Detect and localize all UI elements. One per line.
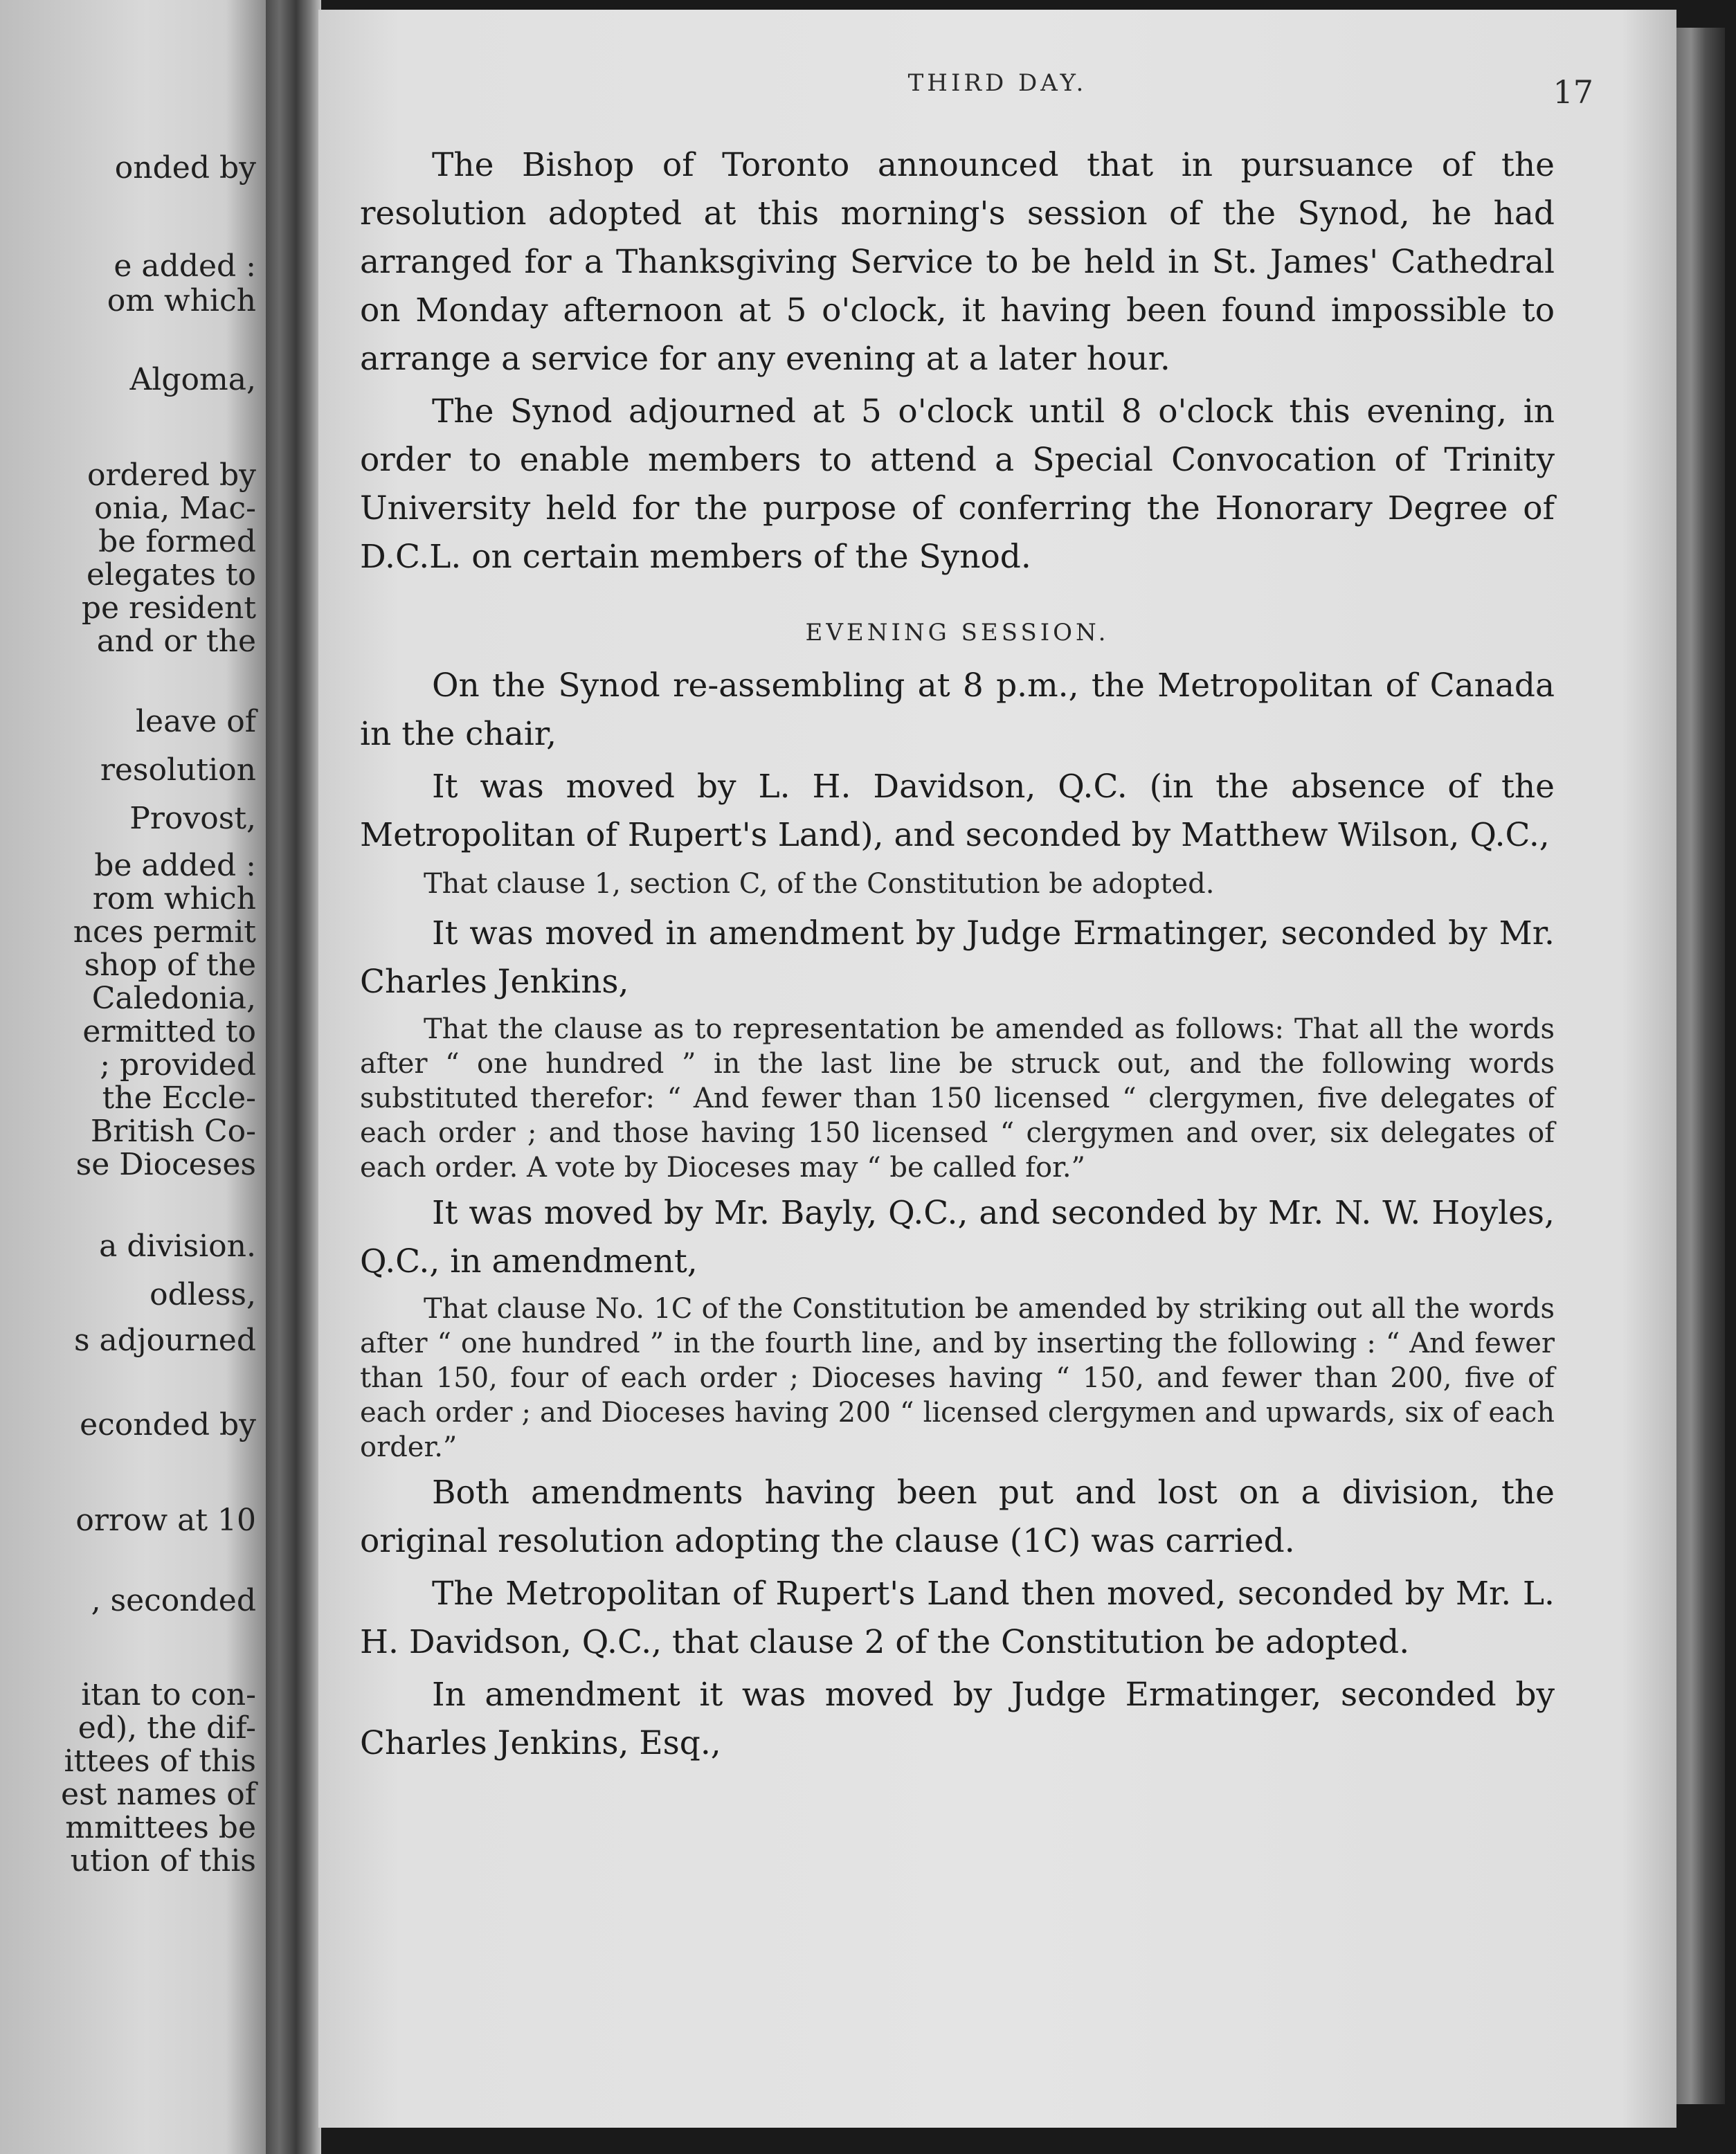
left-page-line: onded by [114, 150, 256, 185]
left-page-line: , seconded [91, 1583, 256, 1618]
left-page-line: resolution [100, 752, 256, 788]
left-page-line: ution of this [70, 1843, 256, 1879]
left-page-line: ordered by [87, 458, 256, 493]
left-page-line: Caledonia, [91, 981, 256, 1016]
running-head: THIRD DAY. [907, 69, 1087, 97]
left-page-line: ; provided [100, 1047, 256, 1083]
page-body [360, 141, 1555, 1768]
paragraph-amendment-ermatinger: It was moved in amendment by Judge Ermatinger, seconded by Mr. Charles Jenkins, [360, 914, 1555, 1001]
book-gutter [266, 0, 321, 2154]
left-page-line: Provost, [129, 801, 256, 836]
left-page-line: nces permit [73, 914, 256, 950]
document-page [318, 10, 1676, 2128]
left-page-line: be formed [98, 524, 256, 559]
left-page-line: British Co- [90, 1114, 256, 1149]
left-page-line: e added : [114, 248, 256, 284]
left-page-line: and or the [96, 624, 256, 659]
left-page-line: onia, Mac- [94, 491, 256, 526]
quote-clause-1c-amendment: That clause No. 1C of the Constitution be amended by striking out all the words after “ one hundred ” in the fourth line, and by inserting the following : “ And fewer than 150, four of each order ; Dioceses having “ 150, and fewer than 200, five of each order ; and Dioceses having 200 “ licensed clergymen and upwards, six of each order.” [360, 1293, 1555, 1463]
left-page-line: leave of [135, 704, 256, 739]
paragraph-motion-davidson: It was moved by L. H. Davidson, Q.C. (in the absence of the Metropolitan of Rupert's Land), and seconded by Matthew Wilson, Q.C., [360, 768, 1555, 854]
paragraph-second-amendment: In amendment it was moved by Judge Ermatinger, seconded by Charles Jenkins, Esq., [360, 1676, 1555, 1762]
paragraph-clause-2-motion: The Metropolitan of Rupert's Land then moved, seconded by Mr. L. H. Davidson, Q.C., that clause 2 of the Constitution be adopted. [360, 1575, 1555, 1661]
left-page-line: orrow at 10 [75, 1503, 256, 1538]
paragraph-synod-adjourned: The Synod adjourned at 5 o'clock until 8 o'clock this evening, in order to enable members to attend a Special Convocation of Trinity University held for the purpose of conferring the Honorary Degree of D.C.L. on certain members of the Synod. [360, 392, 1555, 576]
left-page-line: s adjourned [73, 1323, 256, 1358]
paragraph-amendments-lost: Both amendments having been put and lost on a division, the original resolution adopting the clause (1C) was carried. [360, 1474, 1555, 1560]
previous-page-fragment [0, 0, 266, 2154]
left-page-line: se Dioceses [75, 1147, 256, 1182]
page-number: 17 [1553, 73, 1593, 111]
left-page-line: a division. [99, 1229, 256, 1264]
left-page-line: elegates to [86, 557, 256, 592]
left-page-line: odless, [150, 1277, 256, 1312]
quote-clause-1-adopted: That clause 1, section C, of the Constitution be adopted. [424, 868, 1215, 900]
left-page-line: rom which [92, 881, 256, 916]
paragraph-motion-bayly: It was moved by Mr. Bayly, Q.C., and seconded by Mr. N. W. Hoyles, Q.C., in amendment, [360, 1194, 1555, 1280]
left-page-line: om which [107, 283, 256, 318]
left-page-line: ed), the dif- [78, 1710, 256, 1746]
left-page-line: itan to con- [81, 1677, 256, 1712]
left-page-line: ermitted to [82, 1014, 256, 1049]
paragraph-reassembling: On the Synod re-assembling at 8 p.m., the Metropolitan of Canada in the chair, [360, 667, 1555, 753]
left-page-line: ittees of this [64, 1744, 256, 1779]
left-page-line: est names of [61, 1777, 256, 1812]
section-heading-evening-session: EVENING SESSION. [805, 619, 1110, 646]
left-page-line: the Eccle- [102, 1080, 256, 1116]
paragraph-thanksgiving-service: The Bishop of Toronto announced that in pursuance of the resolution adopted at this morning's session of the Synod, he had arranged for a Thanksgiving Service to be held in St. James' Cathedral on Monday afternoon at 5 o'clock, it having been found impossible to arrange a service for any evening at a later hour. [360, 146, 1555, 378]
left-page-line: shop of the [84, 948, 256, 983]
page-edge-shadow [1676, 28, 1725, 2104]
left-page-line: be added : [94, 848, 256, 883]
quote-representation-amendment: That the clause as to representation be amended as follows: That all the words after “ one hundred ” in the last line be struck out, and the following words substituted therefor: “ And fewer than 150 licensed “ clergymen, five delegates of each order ; and those having 150 licensed “ clergymen and over, six delegates of each order. A vote by Dioceses may “ be called for.” [360, 1013, 1555, 1184]
left-page-line: econded by [80, 1407, 256, 1442]
left-page-line: pe resident [81, 590, 256, 626]
left-page-line: mmittees be [65, 1810, 256, 1845]
left-page-line: Algoma, [129, 362, 256, 397]
